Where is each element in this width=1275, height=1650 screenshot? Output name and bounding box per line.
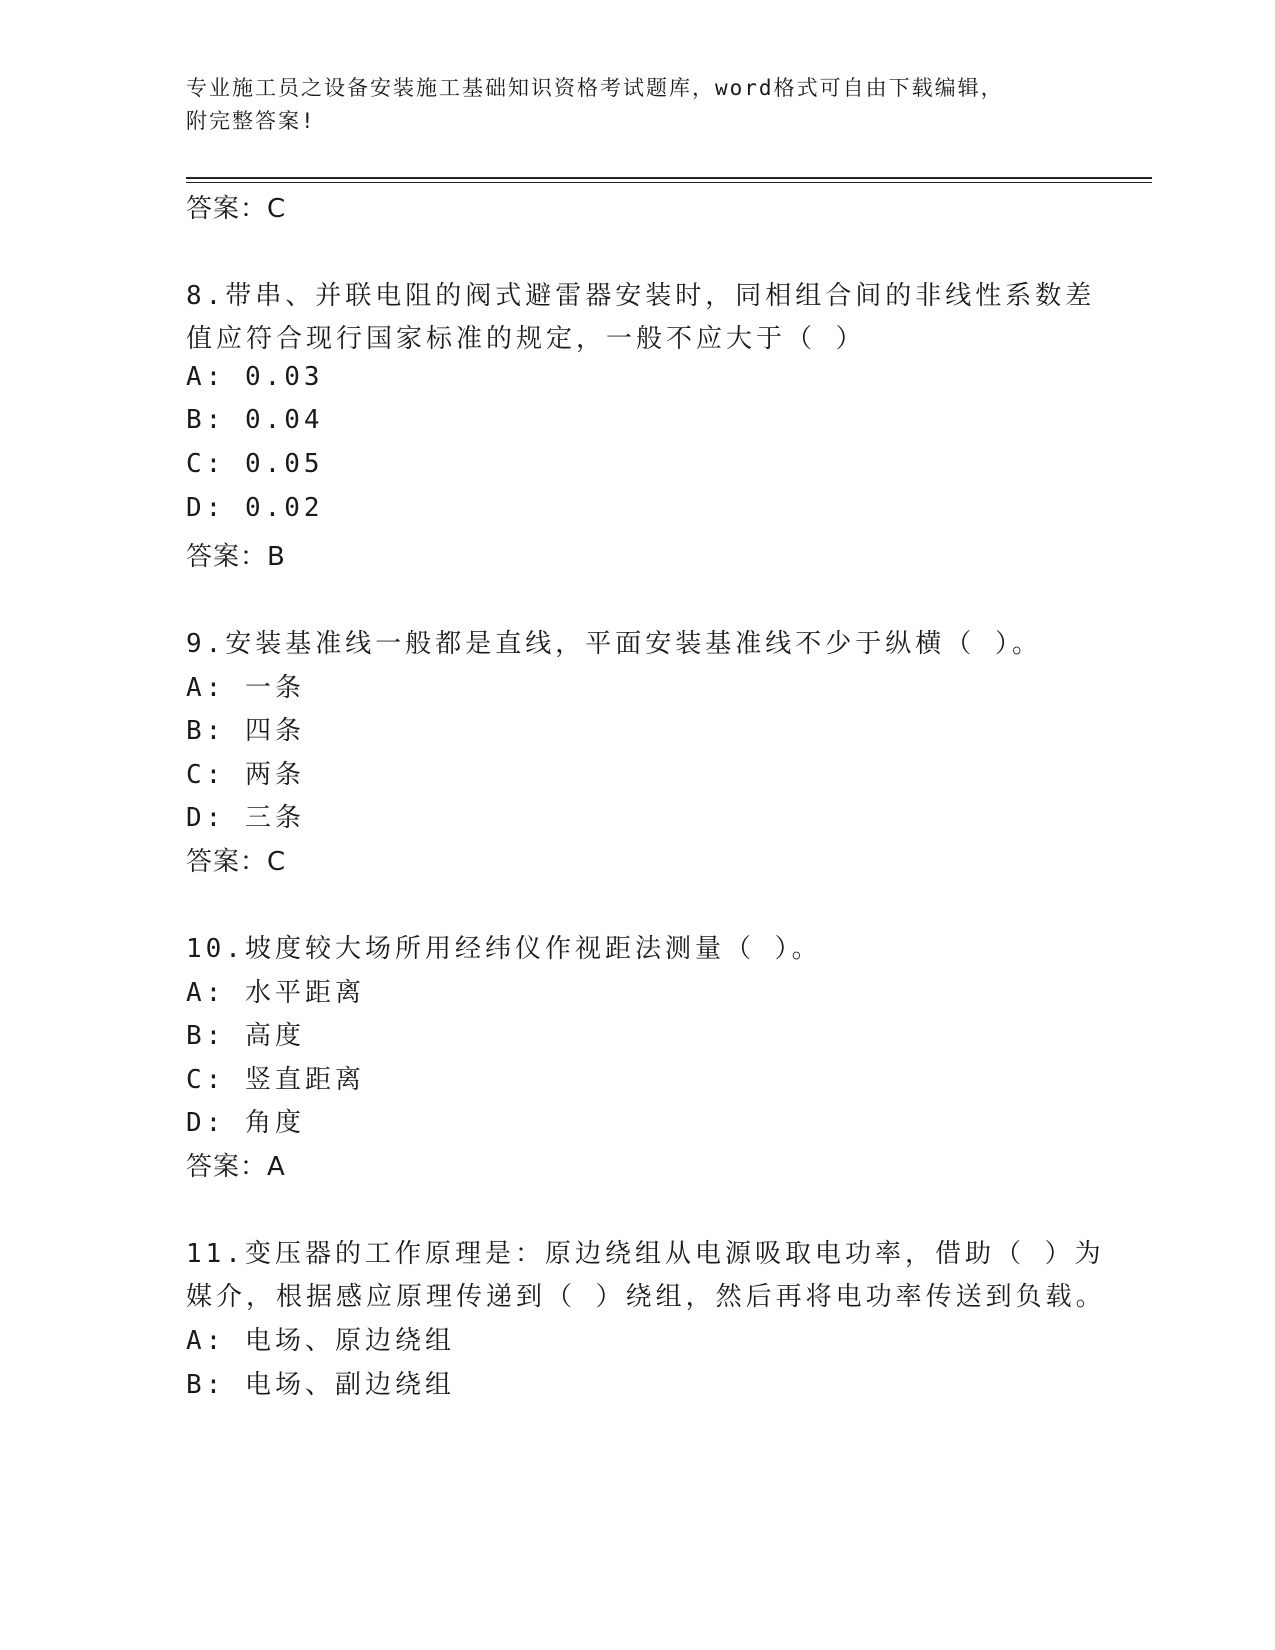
question-8-option-d: D: 0.02 [186, 493, 324, 523]
question-9-option-d: D: 三条 [186, 803, 305, 833]
question-10-option-c: C: 竖直距离 [186, 1065, 365, 1095]
question-10-option-d: D: 角度 [186, 1108, 305, 1138]
question-8-stem-line-2: 值应符合现行国家标准的规定，一般不应大于（ ） [186, 324, 866, 354]
question-10-option-a: A: 水平距离 [186, 978, 365, 1008]
answer-line: 答案：C [186, 194, 287, 224]
question-8-option-b: B: 0.04 [186, 405, 324, 435]
question-8-stem-line-1: 8.带串、并联电阻的阀式避雷器安装时，同相组合间的非线性系数差 [186, 281, 1096, 311]
question-10-stem-line-1: 10.坡度较大场所用经纬仪作视距法测量（ ）。 [186, 934, 822, 964]
question-11-option-a: A: 电场、原边绕组 [186, 1326, 455, 1356]
question-10-answer: 答案：A [186, 1152, 286, 1182]
header-line-2: 附完整答案! [186, 109, 316, 133]
header-divider-thick [186, 177, 1152, 179]
header-line-1: 专业施工员之设备安装施工基础知识资格考试题库，word格式可自由下载编辑， [186, 76, 1004, 100]
question-8-option-c: C: 0.05 [186, 449, 324, 479]
question-9-answer: 答案：C [186, 847, 287, 877]
question-8-option-a: A: 0.03 [186, 362, 324, 392]
document-header [186, 72, 1066, 138]
header-divider-thin [186, 182, 1152, 183]
question-9-option-c: C: 两条 [186, 760, 305, 790]
question-9-stem-line-1: 9.安装基准线一般都是直线，平面安装基准线不少于纵横（ ）。 [186, 629, 1042, 659]
question-8-answer: 答案：B [186, 542, 286, 572]
question-9-option-b: B: 四条 [186, 716, 305, 746]
question-10-option-b: B: 高度 [186, 1021, 305, 1051]
question-11-stem-line-1: 11.变压器的工作原理是：原边绕组从电源吸取电功率，借助（ ）为 [186, 1239, 1105, 1269]
question-9-option-a: A: 一条 [186, 673, 305, 703]
question-11-option-b: B: 电场、副边绕组 [186, 1370, 455, 1400]
question-11-stem-line-2: 媒介，根据感应原理传递到（ ）绕组，然后再将电功率传送到负载。 [186, 1282, 1106, 1312]
